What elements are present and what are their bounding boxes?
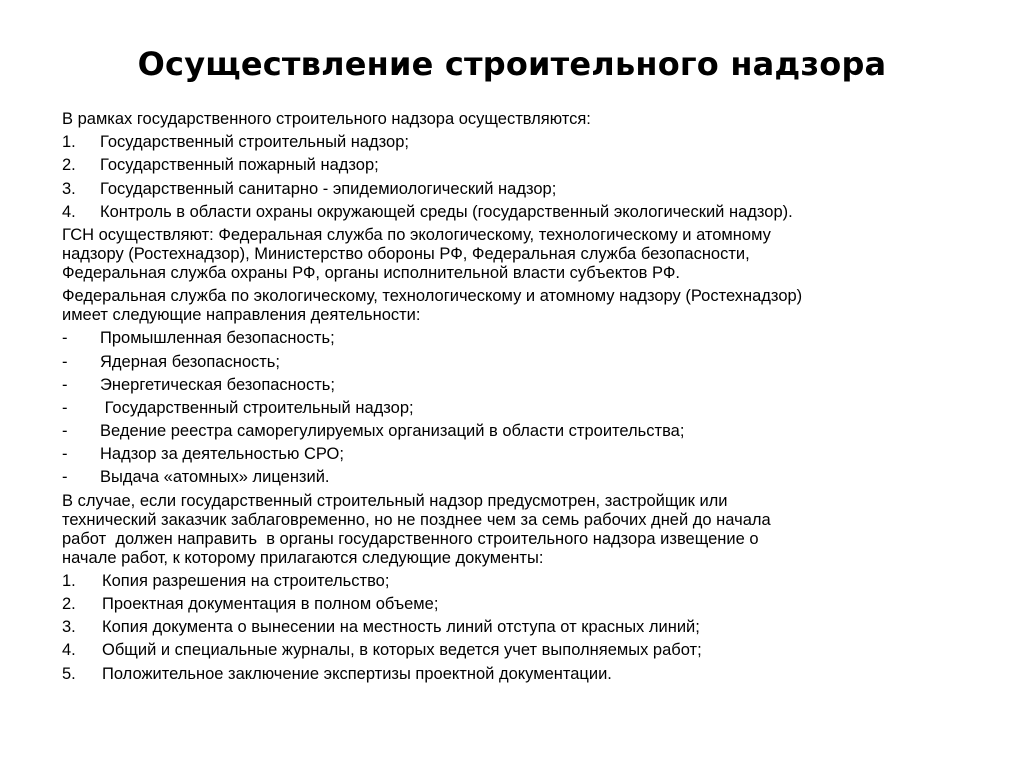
- list-item: [62, 641, 982, 660]
- list-item: [62, 665, 982, 684]
- list-marker: -: [62, 468, 68, 487]
- list-marker: 1.: [62, 571, 76, 590]
- list-marker: 4.: [62, 641, 76, 660]
- list-marker: -: [62, 445, 68, 464]
- list-marker: -: [62, 352, 68, 371]
- paragraph-line: Федеральная служба по экологическому, технологическому и атомному надзору (Ростехнадзор): [62, 287, 803, 306]
- paragraph-line: начале работ, к которому прилагаются следующие документы:: [62, 548, 544, 567]
- list-item: [62, 595, 982, 614]
- paragraph-line: надзору (Ростехнадзор), Министерство обороны РФ, Федеральная служба безопасности,: [62, 244, 750, 263]
- paragraph-line: работ должен направить в органы государственного строительного надзора извещение о: [62, 529, 759, 548]
- list-item-text: Государственный строительный надзор;: [100, 398, 414, 417]
- list-marker: -: [62, 375, 68, 394]
- list-item-text: Промышленная безопасность;: [100, 329, 335, 348]
- list-item-text: Государственный санитарно - эпидемиологический надзор;: [100, 179, 557, 198]
- list-item: [62, 376, 982, 395]
- list-item-text: Ведение реестра саморегулируемых организаций в области строительства;: [100, 422, 685, 441]
- paragraph-line: Федеральная служба охраны РФ, органы исполнительной власти субъектов РФ.: [62, 263, 680, 282]
- paragraph-line: имеет следующие направления деятельности:: [62, 306, 421, 325]
- list-item-text: Положительное заключение экспертизы проектной документации.: [102, 664, 612, 683]
- list-item: [62, 445, 982, 464]
- rostekhnadzor-paragraph: [62, 287, 982, 325]
- list-item-text: Проектная документация в полном объеме;: [102, 595, 439, 613]
- list-item-text: Контроль в области охраны окружающей среды (государственный экологический надзор).: [100, 202, 793, 221]
- notice-paragraph: [62, 492, 982, 568]
- list-item: [62, 468, 982, 487]
- list-marker: 3.: [62, 179, 76, 198]
- intro-paragraph: В рамках государственного строительного надзора осуществляются:: [62, 110, 591, 128]
- paragraph-line: В случае, если государственный строительный надзор предусмотрен, застройщик или: [62, 491, 728, 510]
- gsn-bodies-paragraph: [62, 226, 982, 283]
- paragraph-line: ГСН осуществляют: Федеральная служба по экологическому, технологическому и атомному: [62, 225, 771, 244]
- list-marker: 1.: [62, 133, 76, 152]
- list-marker: 2.: [62, 595, 76, 613]
- list-item-text: Энергетическая безопасность;: [100, 375, 335, 394]
- list-item: [62, 422, 982, 441]
- list-item: [62, 618, 982, 637]
- list-marker: 4.: [62, 202, 76, 221]
- list-item: [62, 329, 982, 348]
- list-marker: 2.: [62, 156, 76, 175]
- list-item-text: Государственный пожарный надзор;: [100, 156, 379, 175]
- list-marker: 3.: [62, 618, 76, 637]
- list-marker: -: [62, 398, 68, 417]
- list-item: [62, 399, 982, 418]
- list-item: [62, 353, 982, 372]
- list-item: [62, 572, 982, 591]
- list-item: [62, 156, 982, 175]
- list-item: [62, 203, 982, 222]
- list-item-text: Выдача «атомных» лицензий.: [100, 468, 330, 487]
- list-marker: -: [62, 329, 68, 348]
- list-item-text: Копия разрешения на строительство;: [102, 571, 390, 590]
- list-item-text: Общий и специальные журналы, в которых ведется учет выполняемых работ;: [102, 641, 702, 660]
- list-item-text: Копия документа о вынесении на местность линий отступа от красных линий;: [102, 618, 700, 637]
- slide-body: [62, 110, 982, 684]
- list-marker: 5.: [62, 664, 76, 683]
- list-item-text: Ядерная безопасность;: [100, 352, 280, 371]
- list-item: [62, 133, 982, 152]
- list-item: [62, 180, 982, 199]
- paragraph-line: технический заказчик заблаговременно, но не позднее чем за семь рабочих дней до начала: [62, 510, 771, 529]
- list-item-text: Надзор за деятельностью СРО;: [100, 445, 344, 464]
- slide-title: Осуществление строительного надзора: [137, 45, 887, 83]
- list-item-text: Государственный строительный надзор;: [100, 133, 409, 152]
- list-marker: -: [62, 422, 68, 441]
